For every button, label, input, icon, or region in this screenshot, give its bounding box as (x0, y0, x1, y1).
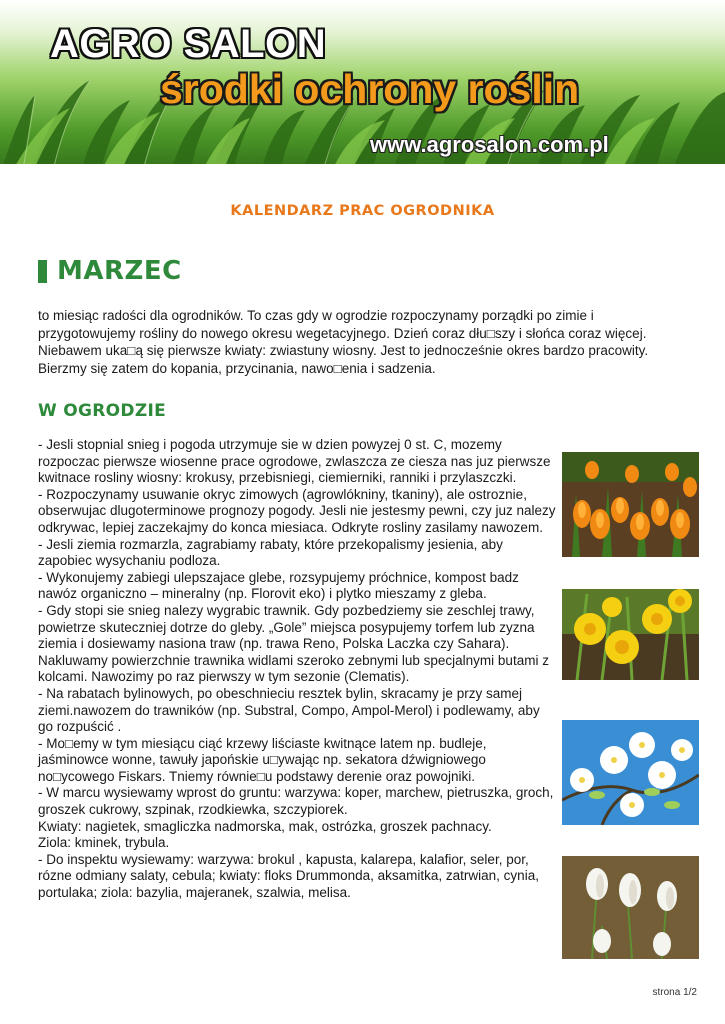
task-paragraph: - Jesli stopnial snieg i pogoda utrzymuje sie w dzien powyzej 0 st. C, mozemy rozpoczac pierwsze wiosenne prace ogrodowe, zwlaszcza ze ciesza nas juz pierwsze kwitnace rosliny wiosny: krokusy, przebisniegi, ciemierniki, ranniki i przylaszczki. (38, 437, 551, 486)
task-paragraph: - W marcu wysiewamy wprost do gruntu: warzywa: koper, marchew, pietruszka, groch, groszek cukrowy, szpinak, rzodkiewka, szczypiorek. (38, 785, 554, 818)
banner-bottom-strip (0, 164, 725, 175)
month-title: MARZEC (57, 256, 182, 286)
calendar-kicker: KALENDARZ PRAC OGRODNIKA (230, 203, 495, 219)
month-heading (38, 256, 182, 286)
intro-paragraph: to miesiąc radości dla ogrodników. To czas gdy w ogrodzie rozpoczynamy porządki po zimie i przygotowujemy rośliny do nowego okresu wegetacyjnego. Dzień coraz dłu□szy i słońca coraz więcej. Niebawem uka□ą się pierwsze kwiaty: zwiastuny wiosny. Jest to jednocześnie okres bardzo pracowity. Bierzmy się zatem do kopania, przycinania, nawo□enia i sadzenia. (38, 308, 649, 376)
task-paragraph: - Wykonujemy zabiegi ulepszajace glebe, rozsypujemy próchnice, kompost badz nawóz organiczno – mineralny (np. Florovit eko) i plytko mieszamy z gleba. (38, 569, 519, 602)
section-heading: W OGRODZIE (38, 401, 166, 421)
page-number: strona 1/2 (652, 987, 697, 998)
task-paragraph: Kwiaty: nagietek, smagliczka nadmorska, mak, ostrózka, groszek pachnacy. (38, 818, 492, 834)
task-paragraph: Ziola: kminek, trybula. (38, 835, 170, 851)
daffodil-photo (562, 589, 699, 680)
task-paragraph: - Jesli ziemia rozmarzla, zagrabiamy rabaty, które przekopalismy jesienia, aby zapobiec wysychaniu podloza. (38, 536, 503, 569)
task-paragraph: - Do inspektu wysiewamy: warzywa: brokul , kapusta, kalarepa, kalafior, seler, por, rózne odmiany salaty, cebula; kwiaty: floks Drummonda, aksamitka, zatrwian, cynia, portulaka; ziola: bazylia, majeranek, szalwia, melisa. (38, 851, 539, 901)
task-paragraph: - Mo□emy w tym miesiącu ciąć krzewy liściaste kwitnące latem np. budleje, jaśminowce wonne, tawuły japońskie u□ywając np. sekatora dźwigniowego no□ycowego Fiskars. Tniemy równie□u podstawy derenie oraz powojniki. (38, 735, 487, 784)
heading-bar-marker (38, 260, 47, 283)
brand-title: AGRO SALON (50, 22, 327, 66)
header-banner (0, 0, 725, 175)
task-paragraph: - Rozpoczynamy usuwanie okryc zimowych (agrowlókniny, tkaniny), ale ostroznie, obserwujac dlugoterminowe prognozy pogody. Jesli nie jestesmy pewni, czy juz nalezy odkrywac, lepiej zaczekajmy do konca miesiaca. Odkryte rosliny zasilamy nawozem. (38, 486, 556, 535)
white-crocus-photo (562, 856, 699, 959)
task-paragraph: - Na rabatach bylinowych, po obeschnieciu resztek bylin, skracamy je przy samej ziemi.nawozem do trawników (np. Substral, Compo, Ampol-Merol) i podlewamy, aby go rozpuścić . (38, 685, 540, 735)
crocus-photo (562, 452, 699, 557)
task-paragraph: - Gdy stopi sie snieg nalezy wygrabic trawnik. Gdy pozbedziemy sie zeschlej trawy, powietrze skuteczniej dotrze do gleby. „Gole” miejsca posypujemy torfem lub zyzna ziemia i dosiewamy nasiona traw (np. trawa Reno, Polska Laczka czy Sahara). Nakluwamy powierzchnie trawnika widlami szeroko zebnymi lub specjalnymi butami z kolcami. Nawozimy po raz pierwszy w tym sezonie (Clematis). (38, 602, 549, 685)
garden-tasks-text (38, 437, 558, 902)
cherry-blossom-photo (562, 720, 699, 825)
brand-subtitle: środki ochrony roślin (160, 66, 580, 112)
website-url[interactable]: www.agrosalon.com.pl (370, 132, 609, 157)
